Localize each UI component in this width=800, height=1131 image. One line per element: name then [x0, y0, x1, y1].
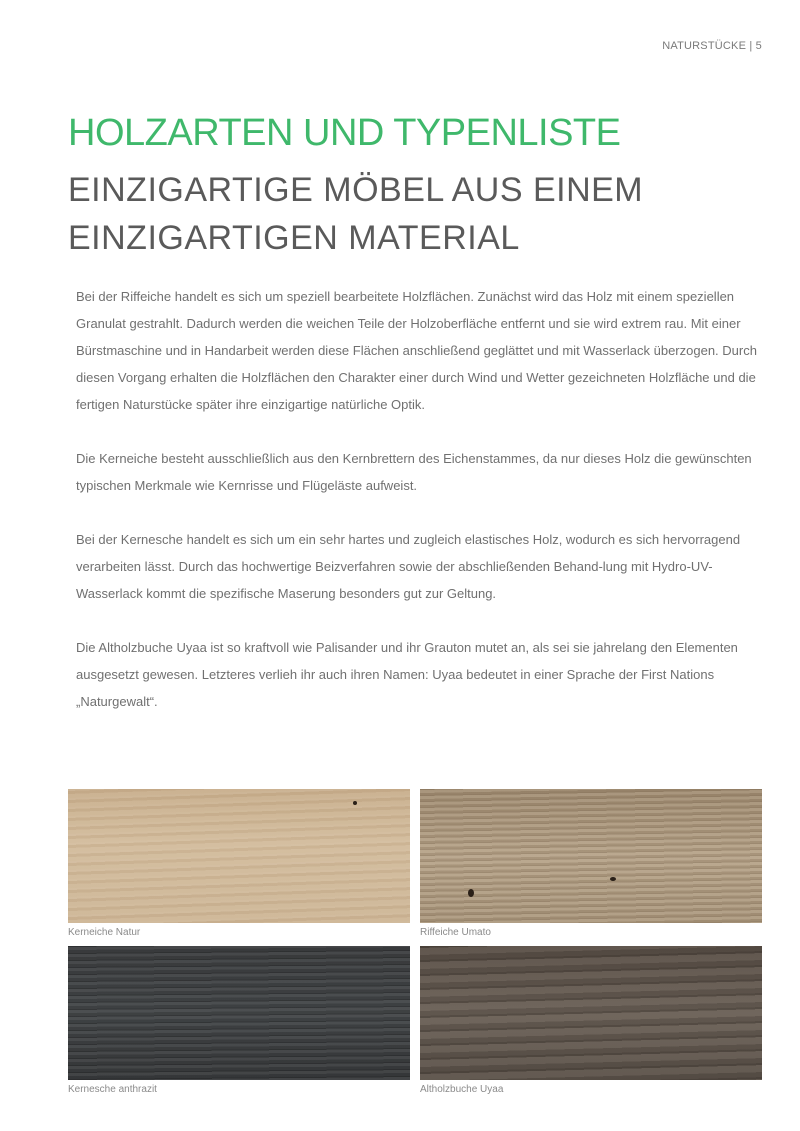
knot-icon: [353, 801, 357, 805]
swatch-tile-altholzbuche-uyaa: [420, 946, 762, 1095]
swatch-caption: Riffeiche Umato: [420, 927, 491, 938]
swatch-tile-kernesche-anthrazit: [68, 946, 410, 1095]
wood-image-kerneiche-natur: [68, 789, 410, 923]
paragraph-kerneiche: Die Kerneiche besteht ausschließlich aus den Kernbrettern des Eichenstammes, da nur dieses Holz die gewünschten typischen Merkmale wie Kernrisse und Flügeläste aufweist.: [76, 451, 752, 493]
swatch-caption: Kernesche anthrazit: [68, 1084, 157, 1095]
body-text: [76, 283, 766, 742]
knot-icon: [610, 877, 616, 881]
page-subtitle: [68, 166, 643, 262]
swatch-tile-riffeiche-umato: [420, 789, 762, 938]
wood-image-kernesche-anthrazit: [68, 946, 410, 1080]
swatch-caption: Kerneiche Natur: [68, 927, 141, 938]
page-headline: HOLZARTEN UND TYPENLISTE: [68, 112, 621, 154]
swatch-caption: Altholzbuche Uyaa: [420, 1084, 504, 1095]
section-page-label: NATURSTÜCKE | 5: [662, 40, 762, 52]
subtitle-line-1: EINZIGARTIGE MÖBEL AUS EINEM: [68, 171, 644, 209]
paragraph-kernesche: Bei der Kernesche handelt es sich um ein sehr hartes und zugleich elastisches Holz, wodurch es sich hervorragend verarbeiten lässt. Durch das hochwertige Beizverfahren sowie der abschließenden Behand-lung mit Hydro-UV-Wasserlack kommt die spezifische Maserung besonders gut zur Geltung.: [76, 532, 741, 601]
wood-image-altholzbuche-uyaa: [420, 946, 762, 1080]
paragraph-riffeiche: Bei der Riffeiche handelt es sich um speziell bearbeitete Holzflächen. Zunächst wird das Holz mit einem speziellen Granulat gestrahlt. Dadurch werden die weichen Teile der Holzoberfläche entfernt und sie wird extrem rau. Mit einer Bürstmaschine und in Handarbeit werden diese Flächen anschließend geglättet und mit Wasserlack überzogen. Durch diesen Vorgang erhalten die Holzflächen den Charakter einer durch Wind und Wetter gezeichneten Holzfläche und die fertigen Naturstücke später ihre einzigartige natürliche Optik.: [76, 289, 757, 412]
swatch-tile-kerneiche-natur: [68, 789, 410, 938]
paragraph-altholzbuche: Die Altholzbuche Uyaa ist so kraftvoll wie Palisander und ihr Grauton mutet an, als sei sie jahrelang den Elementen ausgesetzt gewesen. Letzteres verlieh ihr auch ihren Namen: Uyaa bedeutet in einer Sprache der First Nations „Naturgewalt“.: [76, 640, 738, 709]
knot-icon: [468, 889, 474, 897]
subtitle-line-2: EINZIGARTIGEN MATERIAL: [68, 219, 520, 257]
wood-image-riffeiche-umato: [420, 789, 762, 923]
